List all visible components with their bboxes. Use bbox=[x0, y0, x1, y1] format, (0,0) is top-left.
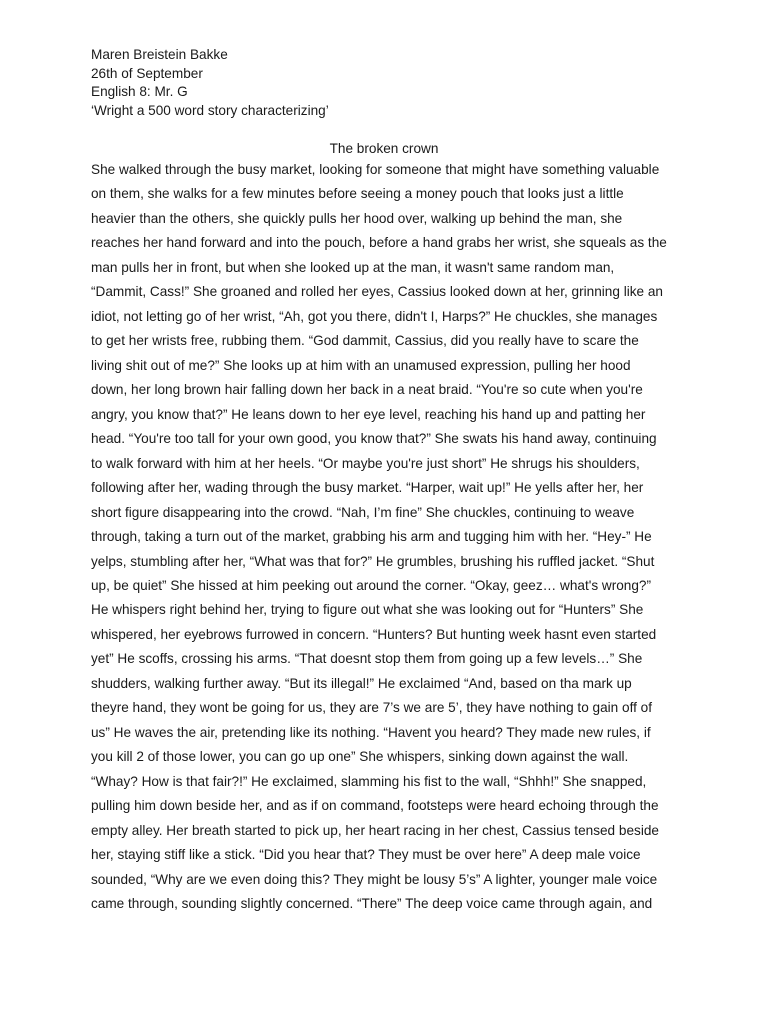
story-body bbox=[91, 158, 691, 917]
story-line: yelps, stumbling after her, “What was that for?” He grumbles, brushing his ruffled jacket. “Shut bbox=[91, 553, 655, 569]
story-line: pulling him down beside her, and as if on command, footsteps were heard echoing through the bbox=[91, 798, 659, 814]
author-name: Maren Breistein Bakke bbox=[91, 47, 228, 62]
story-line: you kill 2 of those lower, you can go up one” She whispers, sinking down against the wall. bbox=[91, 749, 629, 765]
story-line: to get her wrists free, rubbing them. “God dammit, Cassius, did you really have to scare the bbox=[91, 333, 639, 349]
story-line: theyre hand, they wont be going for us, they are 7’s we are 5’, they have nothing to gain off of bbox=[91, 700, 652, 716]
course-name: English 8: Mr. G bbox=[91, 84, 188, 99]
story-line: shudders, walking further away. “But its illegal!” He exclaimed “And, based on tha mark up bbox=[91, 675, 632, 691]
story-line: man pulls her in front, but when she looked up at the man, it wasn't same random man, bbox=[91, 259, 615, 275]
story-line: up, be quiet” She hissed at him peeking out around the corner. “Okay, geez… what's wrong?” bbox=[91, 577, 652, 593]
story-line: whispered, her eyebrows furrowed in concern. “Hunters? But hunting week hasnt even started bbox=[91, 626, 657, 642]
story-line: came through, sounding slightly concerned. “There” The deep voice came through again, and bbox=[91, 896, 653, 912]
story-line: empty alley. Her breath started to pick up, her heart racing in her chest, Cassius tensed beside bbox=[91, 822, 659, 838]
story-line: idiot, not letting go of her wrist, “Ah, got you there, didn't I, Harps?” He chuckles, she manages bbox=[91, 308, 658, 324]
assignment-prompt: ‘Wright a 500 word story characterizing’ bbox=[91, 102, 329, 118]
story-line: head. “You're too tall for your own good, you know that?” She swats his hand away, continuing bbox=[91, 431, 657, 447]
story-line: to walk forward with him at her heels. “Or maybe you're just short” He shrugs his shoulders, bbox=[91, 455, 640, 471]
story-line: He whispers right behind her, trying to figure out what she was looking out for “Hunters” She bbox=[91, 602, 644, 618]
document-header bbox=[91, 46, 691, 120]
story-line: sounded, “Why are we even doing this? They might be lousy 5’s” A lighter, younger male voice bbox=[91, 871, 658, 887]
story-line: heavier than the others, she quickly pulls her hood over, walking up behind the man, she bbox=[91, 210, 623, 226]
story-line: on them, she walks for a few minutes before seeing a money pouch that looks just a little bbox=[91, 186, 624, 202]
story-line: angry, you know that?” He leans down to her eye level, reaching his hand up and patting her bbox=[91, 406, 646, 422]
story-line: “Dammit, Cass!” She groaned and rolled her eyes, Cassius looked down at her, grinning like an bbox=[91, 284, 663, 300]
story-line: through, taking a turn out of the market, grabbing his arm and tugging him with her. “Hey-” He bbox=[91, 529, 652, 545]
story-line: reaches her hand forward and into the pouch, before a hand grabs her wrist, she squeals as the bbox=[91, 235, 667, 251]
story-line: yet” He scoffs, crossing his arms. “That doesnt stop them from going up a few levels…” She bbox=[91, 651, 643, 667]
document-date: 26th of September bbox=[91, 65, 203, 81]
story-line: short figure disappearing into the crowd. “Nah, I’m fine” She chuckles, continuing to weave bbox=[91, 504, 635, 520]
story-line: following after her, wading through the busy market. “Harper, wait up!” He yells after her, her bbox=[91, 480, 644, 496]
story-line: “Whay? How is that fair?!” He exclaimed, slamming his fist to the wall, “Shhh!” She snapped, bbox=[91, 773, 647, 789]
story-line: us” He waves the air, pretending like its nothing. “Havent you heard? They made new rules, if bbox=[91, 724, 651, 740]
story-line: She walked through the busy market, looking for someone that might have something valuable bbox=[91, 162, 660, 177]
story-title: The broken crown bbox=[329, 141, 439, 156]
story-line: down, her long brown hair falling down her back in a neat braid. “You're so cute when you're bbox=[91, 382, 643, 398]
story-line: living shit out of me?” She looks up at him with an unamused expression, pulling her hood bbox=[91, 357, 631, 373]
story-line: her, staying stiff like a stick. “Did you hear that? They must be over here” A deep male voice bbox=[91, 847, 641, 863]
